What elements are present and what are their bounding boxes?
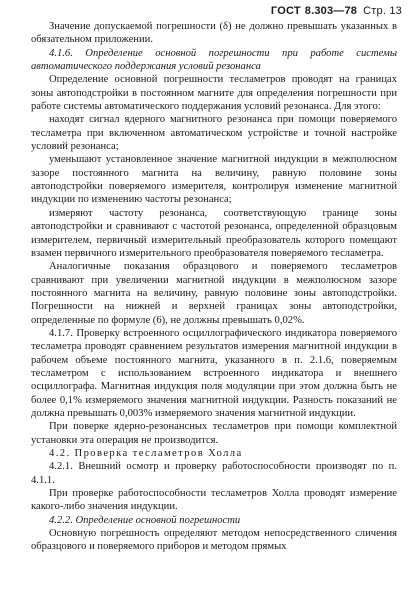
section-heading: 4.2.2. Определение основной погрешности [49, 514, 241, 526]
paragraph: уменьшают установленное значение магнитной индукции в межполюсном зазоре постоянного магнита на величину, равную половине зоны автоподстройки поверяемого измерителя, контролируя изменение магнитной индукции по изменению частоты резонанса; [31, 154, 397, 206]
page-number: Стр. 13 [363, 5, 402, 17]
standard-code: 8.303—78 [304, 5, 358, 17]
paragraph: 4.1.7. Проверку встроенного осциллографического индикатора поверяемого тесламетра проводят сравнением результатов измерения магнитной индукции в рабочем объеме постоянного магнита, указанного в п. 2.1.6, поверяемым тесламетром с использованием встроенного индикатора и внешнего осциллографа. Магнитная индукция поля модуляции при этом должна быть не более 0,1% измеряемого значения магнитной индукции. Разность показаний не должна превышать 0,003% измеряемого значения магнитной индукции. [31, 327, 397, 419]
paragraph: находят сигнал ядерного магнитного резонанса при помощи поверяемого тесламетра при включенном автоматическом устройстве и точной настройке условий резонанса; [31, 114, 397, 153]
paragraph: Значение допускаемой погрешности (δ) не должно превышать указанных в обязательном приложении. [31, 21, 397, 46]
section-heading: 4.1.6. Определение основной погрешности при работе системы автоматического поддержания условий резонанса [31, 47, 397, 73]
standard-label: ГОСТ [270, 5, 301, 17]
paragraph: Определение основной погрешности тесламетров проводят на границах зоны автоподстройки в постоянном магните для определения погрешности при работе системы автоматического поддержания условий резонанса. Для этого: [31, 74, 397, 113]
section-heading: 4.2. Проверка тесламетров Холла [49, 448, 243, 459]
paragraph: При поверке ядерно-резонансных тесламетров при помощи комплектной установки эта операция не производится. [31, 421, 397, 446]
paragraph: 4.2.1. Внешний осмотр и проверку работоспособности производят по п. 4.1.1. [31, 461, 397, 486]
paragraph: измеряют частоту резонанса, соответствующую границе зоны автоподстройки и сравнивают с частотой резонанса, определенной образцовым измерителем, первичный измерительный преобразователь которого помещают взамен первичного измерительного преобразователя поверяемого тесламетра. [31, 207, 397, 259]
page-header [271, 5, 402, 17]
body-text [31, 20, 397, 554]
paragraph: Аналогичные показания образцового и поверяемого тесламетров сравнивают при увеличении магнитной индукции в межполюсном зазоре постоянного магнита на величину, равную половине зоны автоподстройки. Погрешности на нижней и верхней границах зоны автоподстройки, определенные по формуле (6), не должны превышать 0,02%. [31, 261, 397, 326]
paragraph: Основную погрешность определяют методом непосредственного сличения образцового и поверяемого приборов и методом прямых [31, 528, 397, 553]
paragraph: При проверке работоспособности тесламетров Холла проводят измерение какого-либо значения индукции. [31, 488, 397, 513]
